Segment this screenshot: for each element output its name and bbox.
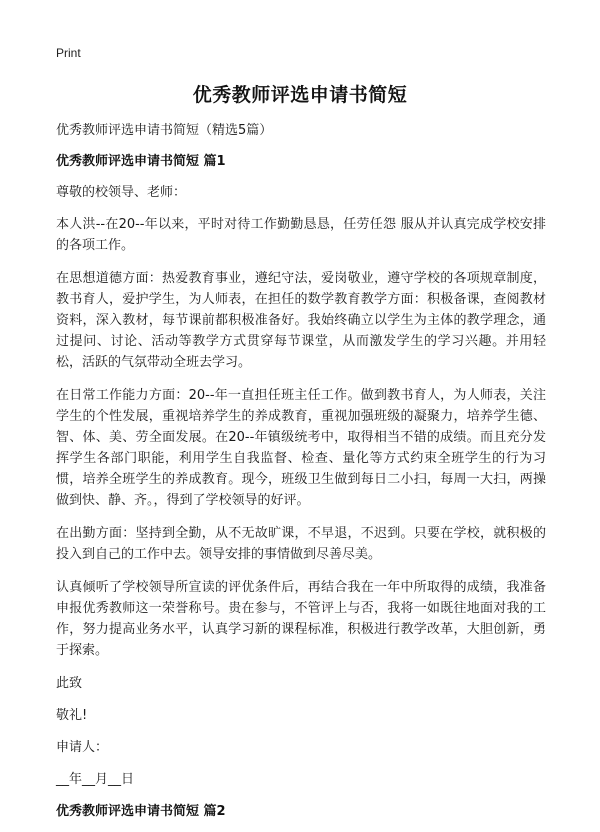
paragraph-ideology: 在思想道德方面：热爱教育事业，遵纪守法，爱岗敬业，遵守学校的各项规章制度，教书育人，爱护学生，为人师表，在担任的数学教育教学方面：积极备课，查阅教材资料，深入教材，每节课前都积极准备好。我始终确立以学生为主体的教学理念，通过提问、讨论、活动等教学方式贯穿每节课堂，从而激发学生的学习兴趣。并用轻松，活跃的气氛带动全班去学习。 — [56, 271, 546, 370]
greeting: 尊敬的校领导、老师： — [56, 185, 187, 200]
document-body — [56, 120, 546, 832]
document-subtitle: 优秀教师评选申请书简短（精选5篇） — [56, 123, 273, 138]
paragraph-application: 认真倾听了学校领导所宣读的评优条件后，再结合我在一年中所取得的成绩，我准备申报优秀教师这一荣誉称号。贵在参与，不管评上与否，我将一如既往地面对我的工作，努力提高业务水平，认真学习新的课程标准，积极进行教学改革，大胆创新，勇于探索。 — [56, 580, 546, 658]
paragraph-intro: 本人洪--在20--年以来，平时对待工作勤勤恳恳，任劳任怨 服从并认真完成学校安排的各项工作。 — [56, 217, 546, 253]
applicant-line: 申请人： — [56, 740, 109, 755]
print-label: Print — [56, 46, 81, 60]
page-title: 优秀教师评选申请书简短 — [192, 84, 408, 106]
section-heading-1: 优秀教师评选申请书简短 篇1 — [56, 154, 226, 169]
paragraph-attendance: 在出勤方面：坚持到全勤，从不无故旷课，不早退，不迟到。只要在学校，就积极的投入到自己的工作中去。领导安排的事情做到尽善尽美。 — [56, 526, 546, 562]
closing-regards: 敬礼! — [56, 708, 88, 723]
paragraph-work-ability: 在日常工作能力方面：20--年一直担任班主任工作。做到教书育人，为人师表，关注学生的个性发展，重视培养学生的养成教育，重视加强班级的凝聚力，培养学生德、智、体、美、劳全面发展。在20--年镇级统考中，取得相当不错的成绩。而且充分发挥学生各部门职能，利用学生自我监督、检查、量化等方式约束全班学生的行为习惯，培养全班学生的养成教育。现今，班级卫生做到每日二小扫，每周一大扫，两操做到快、静、齐。，得到了学校领导的好评。 — [56, 388, 546, 508]
closing-salutation: 此致 — [56, 676, 83, 691]
section-heading-2: 优秀教师评选申请书简短 篇2 — [56, 804, 226, 819]
date-line: __年__月__日 — [56, 772, 135, 787]
